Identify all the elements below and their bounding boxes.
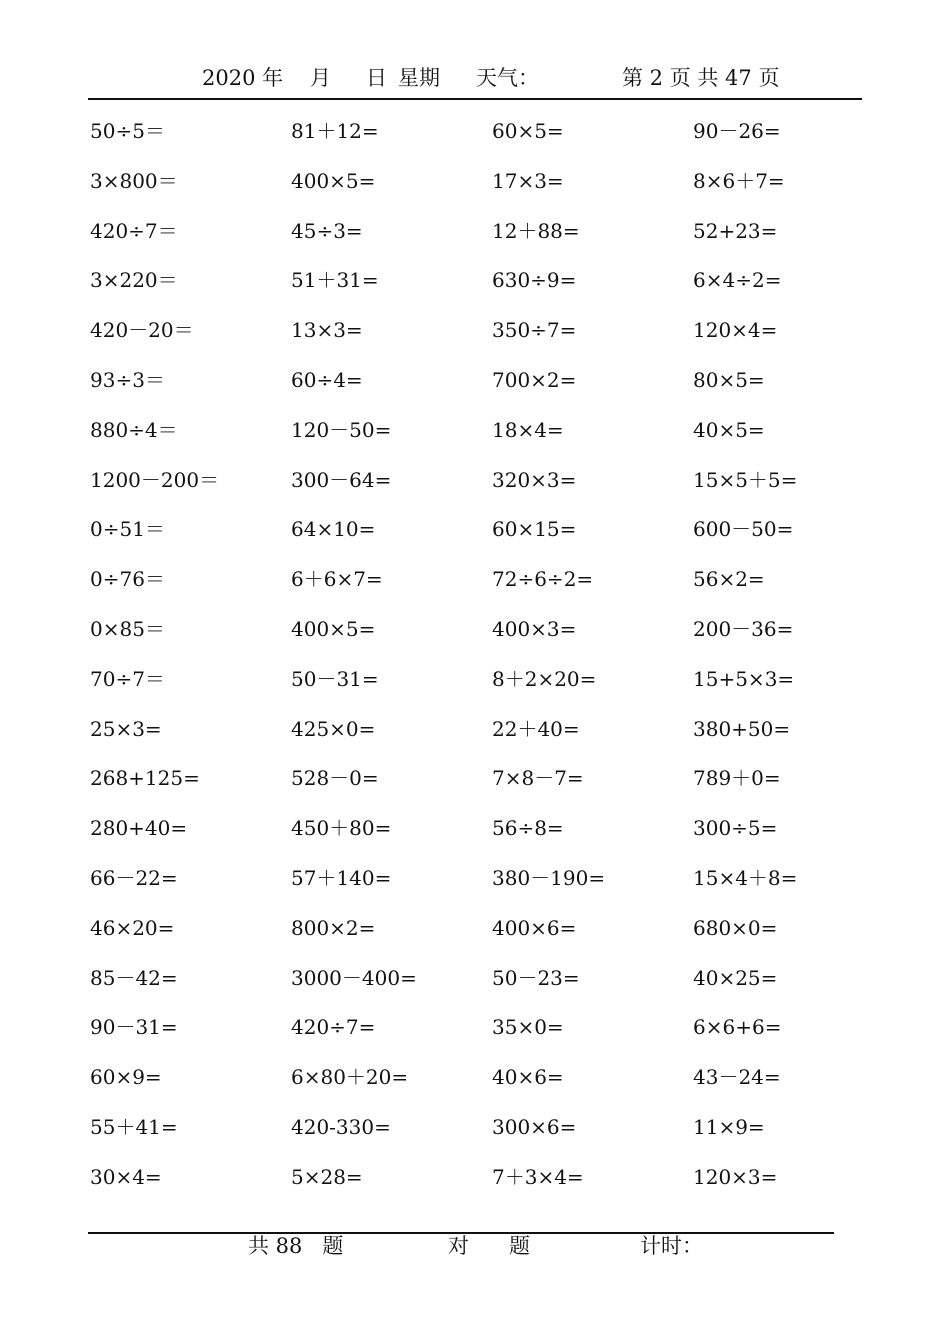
math-problem: 22＋40= [492,716,580,741]
math-problem: 120×3= [693,1164,778,1189]
math-problem: 880÷4＝ [90,417,178,442]
header-month: 月 [310,66,331,90]
math-problem: 43－24= [693,1065,781,1090]
math-problem: 93÷3＝ [90,367,165,392]
math-problem: 13×3= [291,318,363,343]
math-problem: 789＋0= [693,766,781,791]
math-problem: 8＋2×20= [492,666,597,691]
math-problem: 17×3= [492,168,564,193]
math-problem: 1200－200＝ [90,467,220,492]
math-problem: 120－50= [291,417,392,442]
math-problem: 50÷5＝ [90,119,165,143]
math-problem: 90－26= [693,119,781,143]
math-problem: 52+23= [693,218,778,243]
math-problem: 420-330= [291,1114,391,1139]
math-problem: 15+5×3= [693,666,795,691]
math-problem: 400×5= [291,168,376,193]
math-problem: 7＋3×4= [492,1164,584,1189]
math-problem: 380+50= [693,716,791,741]
math-problem: 3×800＝ [90,168,178,193]
math-problem: 56÷8= [492,816,564,841]
math-problem: 90－31= [90,1015,178,1040]
math-problem: 60÷4= [291,367,363,392]
footer-correct-count: 对 题 [448,1234,531,1258]
math-problem: 25×3= [90,716,162,741]
math-problem: 60×15= [492,517,577,542]
math-problem: 80×5= [693,367,765,392]
math-problem: 81＋12= [291,119,379,143]
math-problem: 15×4＋8= [693,865,798,890]
math-problem: 85－42= [90,965,178,990]
math-problem: 420－20＝ [90,318,194,343]
math-problem: 400×6= [492,915,577,940]
math-problem: 35×0= [492,1015,564,1040]
math-problem: 66－22= [90,865,178,890]
math-problem: 5×28= [291,1164,363,1189]
math-problem: 6×6+6= [693,1015,782,1040]
math-problem: 0÷76＝ [90,567,165,592]
math-problem: 6×80＋20= [291,1065,409,1090]
math-problem: 400×5= [291,616,376,641]
math-problem: 350÷7= [492,318,577,343]
header-rule [88,98,862,100]
math-problem: 40×5= [693,417,765,442]
math-problem: 56×2= [693,567,765,592]
math-problem: 30×4= [90,1164,162,1189]
header-day: 日 [366,66,387,90]
math-problem: 7×8－7= [492,766,584,791]
math-problem: 400×3= [492,616,577,641]
math-problem: 45÷3= [291,218,363,243]
math-problem: 268+125= [90,766,200,791]
math-problem: 280+40= [90,816,188,841]
math-problem: 300－64= [291,467,392,492]
math-problem: 200－36= [693,616,794,641]
header-year: 2020 年 [202,66,284,90]
math-problem: 8×6＋7= [693,168,785,193]
footer-total-questions: 共 88 题 [248,1234,344,1258]
math-problem: 420÷7＝ [90,218,178,243]
math-problem: 450＋80= [291,816,392,841]
math-problem: 50－23= [492,965,580,990]
math-problem: 425×0= [291,716,376,741]
math-problem: 11×9= [693,1114,765,1139]
math-problem: 600－50= [693,517,794,542]
math-problem: 57＋140= [291,865,392,890]
math-problem: 12＋88= [492,218,580,243]
math-problem: 6＋6×7= [291,567,383,592]
math-problem: 680×0= [693,915,778,940]
header-page-indicator: 第 2 页 共 47 页 [622,66,780,90]
math-problem: 40×25= [693,965,778,990]
math-problem: 0÷51＝ [90,517,165,542]
math-problem: 800×2= [291,915,376,940]
math-problem: 420÷7= [291,1015,376,1040]
math-problem: 528－0= [291,766,379,791]
math-problem: 300×6= [492,1114,577,1139]
math-problem: 0×85＝ [90,616,165,641]
math-problem: 630÷9= [492,268,577,293]
math-problem: 72÷6÷2= [492,567,594,592]
math-problem: 380－190= [492,865,606,890]
math-problem: 55＋41= [90,1114,178,1139]
math-problem: 300÷5= [693,816,778,841]
math-problem: 15×5＋5= [693,467,798,492]
math-problem: 70÷7＝ [90,666,165,691]
math-problem: 320×3= [492,467,577,492]
header-weekday: 星期 [398,66,440,90]
math-problem: 51＋31= [291,268,379,293]
math-problem: 46×20= [90,915,175,940]
math-problem: 64×10= [291,517,376,542]
math-problem: 3×220＝ [90,268,178,293]
math-problem: 120×4= [693,318,778,343]
math-problem: 3000－400= [291,965,417,990]
footer-timer: 计时： [640,1234,703,1258]
math-problem: 40×6= [492,1065,564,1090]
math-problem: 60×5= [492,119,564,143]
math-problem: 50－31= [291,666,379,691]
math-problem: 6×4÷2= [693,268,782,293]
math-problem: 60×9= [90,1065,162,1090]
problem-grid [90,117,890,1213]
header-weather: 天气： [476,66,539,90]
math-problem: 18×4= [492,417,564,442]
math-problem: 700×2= [492,367,577,392]
